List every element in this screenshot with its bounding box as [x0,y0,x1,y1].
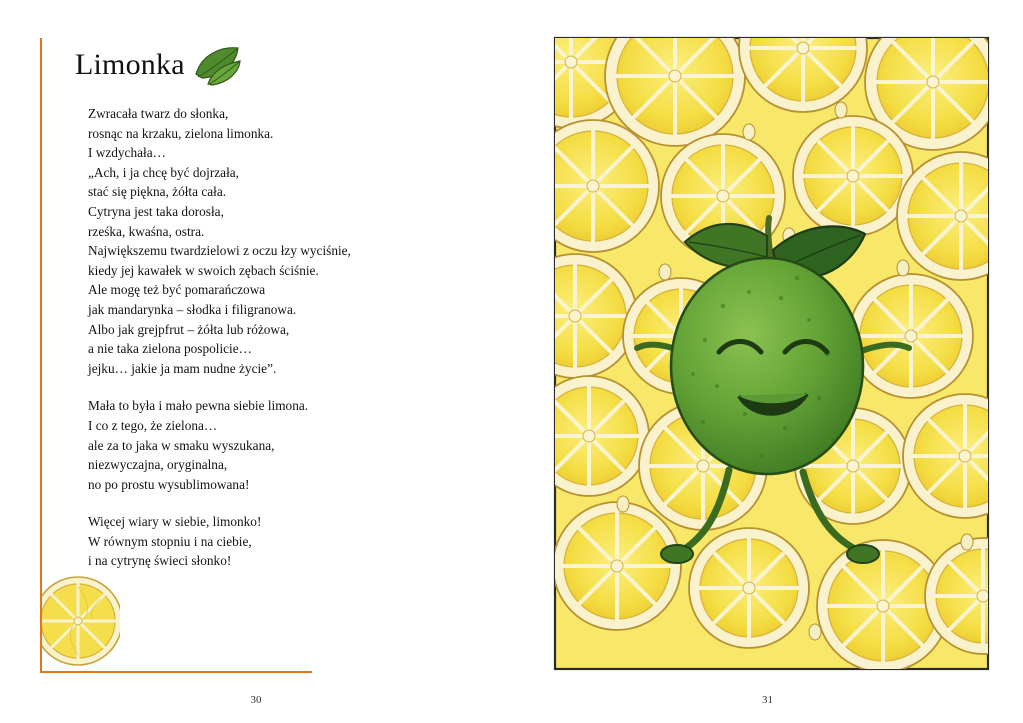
poem-line: a nie taka zielona pospolicie… [88,341,252,357]
poem-line: niezwyczajna, oryginalna, [88,457,228,473]
poem-line: no po prostu wysublimowana! [88,476,250,492]
right-page [512,0,1023,723]
poem-line: kiedy jej kawałek w swoich zębach ściśnie. [88,262,319,278]
poem-line: W równym stopniu i na ciebie, [88,533,252,549]
poem-line: I co z tego, że zielona… [88,417,218,433]
horizontal-rule [40,671,312,673]
poem-line: i na cytrynę świeci słonko! [88,553,232,569]
poem-line: Więcej wiary w siebie, limonko! [88,514,262,530]
poem-line: Cytryna jest taka dorosła, [88,203,224,219]
poem-line: rosnąc na krzaku, zielona limonka. [88,125,274,141]
poem-line: Największemu twardzielowi z oczu łzy wyciśnie, [88,243,351,259]
poem-line: jak mandarynka – słodka i filigranowa. [88,301,297,317]
lime-illustration [553,36,990,671]
poem-line: I wzdychała… [88,145,166,161]
poem-line: stać się piękna, żółta cała. [88,184,227,200]
poem-stanza [88,512,428,571]
poem-line: Albo jak grejpfrut – żółta lub różowa, [88,321,290,337]
poem-line: Zwracała twarz do słonka, [88,106,229,121]
poem-stanza [88,396,428,494]
poem-body [88,104,428,571]
page-number: 30 [250,694,262,706]
poem-line: ale za to jaka w smaku wyszukana, [88,437,275,453]
poem-line: rześka, kwaśna, ostra. [88,223,205,239]
lemon-slice-wedge-icon [42,573,120,670]
poem-line: Mała to była i mało pewna siebie limona. [88,398,309,414]
leaf-icon [192,44,250,86]
poem-line: „Ach, i ja chcę być dojrzała, [88,164,239,180]
page-title: Limonka [75,48,185,81]
poem-line: Ale mogę też być pomarańczowa [88,282,266,298]
poem-line: jejku… jakie ja mam nudne życie”. [88,360,277,376]
page-number: 31 [762,694,773,706]
poem-stanza [88,104,428,378]
